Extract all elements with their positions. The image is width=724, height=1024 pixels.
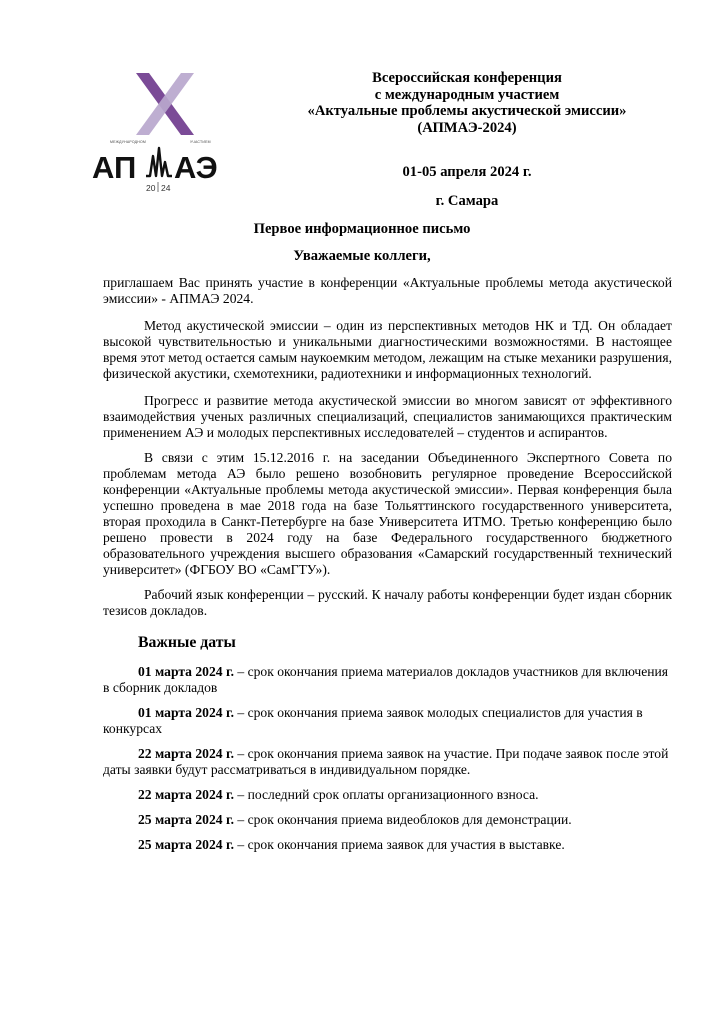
date-item-text: – последний срок оплаты организационного взноса. (234, 787, 539, 802)
date-item-text: – срок окончания приема видеоблоков для демонстрации. (234, 812, 572, 827)
date-item-text: – срок окончания приема материалов докладов участников для включения в сборник докладов (103, 664, 669, 695)
paragraph-language: Рабочий язык конференции – русский. К началу работы конференции будет издан сборник тезисов докладов. (103, 587, 672, 618)
logo-year-right: 24 (161, 183, 171, 193)
date-item (103, 705, 672, 737)
date-item-date: 25 марта 2024 г. (138, 812, 234, 827)
date-item-text: – срок окончания приема заявок на участие. При подаче заявок после этой даты заявки будут рассматриваться в индивидуальном порядке. (103, 746, 669, 777)
date-item-text: – срок окончания приема заявок молодых специалистов для участия в конкурсах (103, 705, 643, 736)
paragraph-method: Метод акустической эмиссии – один из перспективных методов НК и ТД. Он обладает высокой чувствительностью и уникальными диагностическими возможностями. В настоящее время этот метод остается самым наукоемким методом, лежащим на стыке механики разрушения, физической акустики, схемотехники, радиотехники и информационных технологий. (103, 318, 672, 381)
header-line-1: Всероссийская конференция (372, 70, 562, 86)
date-item (103, 787, 672, 803)
date-item-date: 01 марта 2024 г. (138, 664, 234, 679)
logo-left-letters: АП (92, 150, 137, 185)
logo-waveform-m (146, 148, 172, 176)
conference-logo (92, 70, 242, 195)
header-line-2: с международным участием (374, 86, 560, 103)
date-item-text: – срок окончания приема заявок для участия в выставке. (234, 837, 565, 852)
date-item (103, 837, 672, 853)
letter-title: Первое информационное письмо (253, 221, 471, 237)
logo-small-right: УЧАСТИЕМ (190, 140, 211, 144)
date-item-date: 22 марта 2024 г. (138, 787, 234, 802)
date-item (103, 746, 672, 778)
logo-year-left: 20 (146, 183, 156, 193)
header-line-4: (АПМАЭ-2024) (417, 119, 517, 136)
letter-body (103, 275, 672, 853)
date-item-date: 25 марта 2024 г. (138, 837, 234, 852)
apmae-logo-graphic (92, 70, 242, 195)
date-item-date: 01 марта 2024 г. (138, 705, 234, 720)
conference-city: г. Самара (435, 193, 499, 209)
conference-dates: 01-05 апреля 2024 г. (402, 164, 532, 180)
date-item (103, 664, 672, 696)
logo-right-letters: АЭ (174, 150, 218, 185)
header-line-3: «Актуальные проблемы акустической эмиссии» (307, 103, 627, 119)
paragraph-history: В связи с этим 15.12.2016 г. на заседании Объединенного Экспертного Совета по проблемам метода АЭ было решено возобновить регулярное проведение Всероссийской конференции «Актуальные проблемы метода акустической эмиссии». Первая конференция была успешно проведена в мае 2018 года на базе Тольяттинского государственного университета, вторая проходила в Санкт-Петербурге на базе Университета ИТМО. Третью конференцию было решено провести в 2024 году на базе Федерального государственного бюджетного образовательного учреждения высшего образования «Самарский государственный технический университет» (ФГБОУ ВО «СамГТУ»). (103, 450, 672, 577)
paragraph-invitation: приглашаем Вас принять участие в конференции «Актуальные проблемы метода акустической эмиссии» - АПМАЭ 2024. (103, 275, 672, 306)
conference-header (262, 70, 672, 136)
logo-small-left: МЕЖДУНАРОДНОМ (110, 140, 147, 144)
date-item-date: 22 марта 2024 г. (138, 746, 234, 761)
important-dates-heading: Важные даты (138, 634, 236, 651)
letter-salutation: Уважаемые коллеги, (293, 248, 431, 264)
date-item (103, 812, 672, 828)
paragraph-progress: Прогресс и развитие метода акустической эмиссии во многом зависят от эффективного взаимодействия ученых различных специализаций, специалистов занимающихся практическим применением АЭ и молодых перспективных исследователей – студентов и аспирантов. (103, 393, 672, 440)
